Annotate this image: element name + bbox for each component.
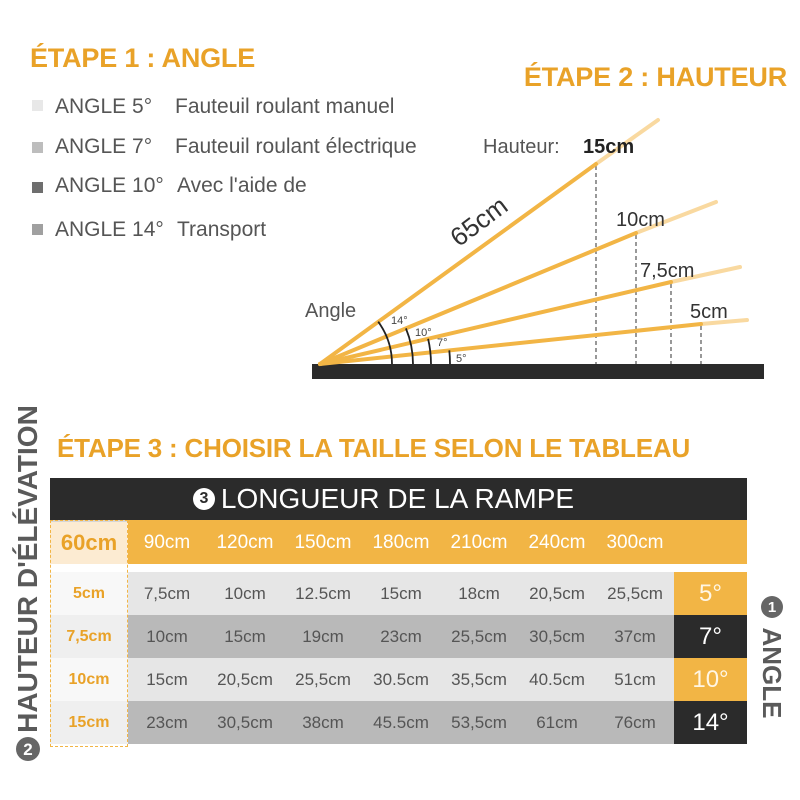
column-header: 210cm <box>450 531 508 553</box>
angle-7-label: 7° <box>437 337 448 349</box>
column-header: 90cm <box>143 531 191 553</box>
height-15-label: 15cm <box>583 136 635 158</box>
table-cell: 37cm <box>614 627 656 646</box>
table-cell: 25,5cm <box>295 670 351 689</box>
angle-label: Angle <box>305 300 357 322</box>
table-row <box>128 572 674 615</box>
table-cell: 38cm <box>302 713 344 732</box>
height-axis-label: HAUTEUR D'ÉLÉVATION <box>12 405 43 733</box>
table-cell: 35,5cm <box>451 670 507 689</box>
ramp-size-table <box>50 478 747 748</box>
table-cell: 12.5cm <box>295 584 351 603</box>
table-cell: 15cm <box>224 627 266 646</box>
angle-axis-label: ANGLE <box>757 627 787 719</box>
column-header: 120cm <box>216 531 274 553</box>
table-cell: 51cm <box>614 670 656 689</box>
table-cell: 23cm <box>146 713 188 732</box>
table-cell: 20,5cm <box>529 584 585 603</box>
row-angle-cell: 7° <box>674 615 747 658</box>
table-cell: 25,5cm <box>607 584 663 603</box>
table-cell: 19cm <box>302 627 344 646</box>
row-height-cell: 7,5cm <box>50 615 128 658</box>
step-3-badge: 3 <box>193 488 215 510</box>
angle-10-label: 10° <box>415 327 432 339</box>
length-header-title: LONGUEUR DE LA RAMPE <box>220 483 575 514</box>
step-1-badge: 1 <box>761 596 783 618</box>
table-cell: 30,5cm <box>217 713 273 732</box>
row-angle-cell: 5° <box>674 572 747 615</box>
legend-angle: ANGLE 7° <box>55 135 153 158</box>
corner-cell-60cm: 60cm <box>50 520 128 564</box>
table-row <box>128 615 674 658</box>
legend-angle: ANGLE 14° <box>55 218 164 241</box>
table-cell: 20,5cm <box>217 670 273 689</box>
table-row <box>128 701 674 744</box>
table-cell: 40.5cm <box>529 670 585 689</box>
legend-use: Fauteuil roulant manuel <box>175 95 395 118</box>
table-cell: 18cm <box>458 584 500 603</box>
table-cell: 30,5cm <box>529 627 585 646</box>
table-cell: 15cm <box>380 584 422 603</box>
legend-angle: ANGLE 5° <box>55 95 153 118</box>
row-height-cell: 5cm <box>50 572 128 615</box>
height-10-label: 10cm <box>616 209 665 231</box>
table-cell: 10cm <box>224 584 266 603</box>
length-column-headers <box>128 520 747 564</box>
step-1-title: ÉTAPE 1 : ANGLE <box>30 43 256 73</box>
length-header-bar <box>50 478 747 520</box>
table-cell: 45.5cm <box>373 713 429 732</box>
table-cell: 7,5cm <box>143 584 191 603</box>
column-header: 240cm <box>528 531 586 553</box>
legend-angle: ANGLE 10° <box>55 174 164 197</box>
table-row <box>128 658 674 701</box>
table-cell: 53,5cm <box>451 713 507 732</box>
column-header: 300cm <box>606 531 664 553</box>
row-height-cell: 15cm <box>50 701 128 744</box>
table-cell: 30.5cm <box>373 670 429 689</box>
table-cell: 76cm <box>614 713 656 732</box>
table-cell: 15cm <box>146 670 188 689</box>
table-cell: 23cm <box>380 627 422 646</box>
table-cell: 10cm <box>146 627 188 646</box>
legend-use: Avec l'aide de <box>177 174 307 197</box>
height-5-label: 5cm <box>690 301 728 323</box>
height-7-5-label: 7,5cm <box>640 260 695 282</box>
row-angle-cell: 10° <box>674 658 747 701</box>
step-2-title: ÉTAPE 2 : HAUTEUR <box>523 62 787 92</box>
table-cell: 61cm <box>536 713 578 732</box>
table-cell: 25,5cm <box>451 627 507 646</box>
angle-5-label: 5° <box>456 353 467 365</box>
ground-bar <box>312 364 764 379</box>
step-3-title: ÉTAPE 3 : CHOISIR LA TAILLE SELON LE TABLEAU <box>57 433 691 463</box>
angle-14-label: 14° <box>391 315 408 327</box>
height-prefix-label: Hauteur: <box>483 136 560 158</box>
column-header: 180cm <box>372 531 430 553</box>
row-height-cell: 10cm <box>50 658 128 701</box>
column-header: 150cm <box>294 531 352 553</box>
legend-use: Transport <box>177 218 267 241</box>
row-angle-cell: 14° <box>674 701 747 744</box>
step-2-badge: 2 <box>16 737 40 761</box>
legend-use: Fauteuil roulant électrique <box>175 135 417 158</box>
ramp-length-label: 65cm <box>444 190 514 253</box>
